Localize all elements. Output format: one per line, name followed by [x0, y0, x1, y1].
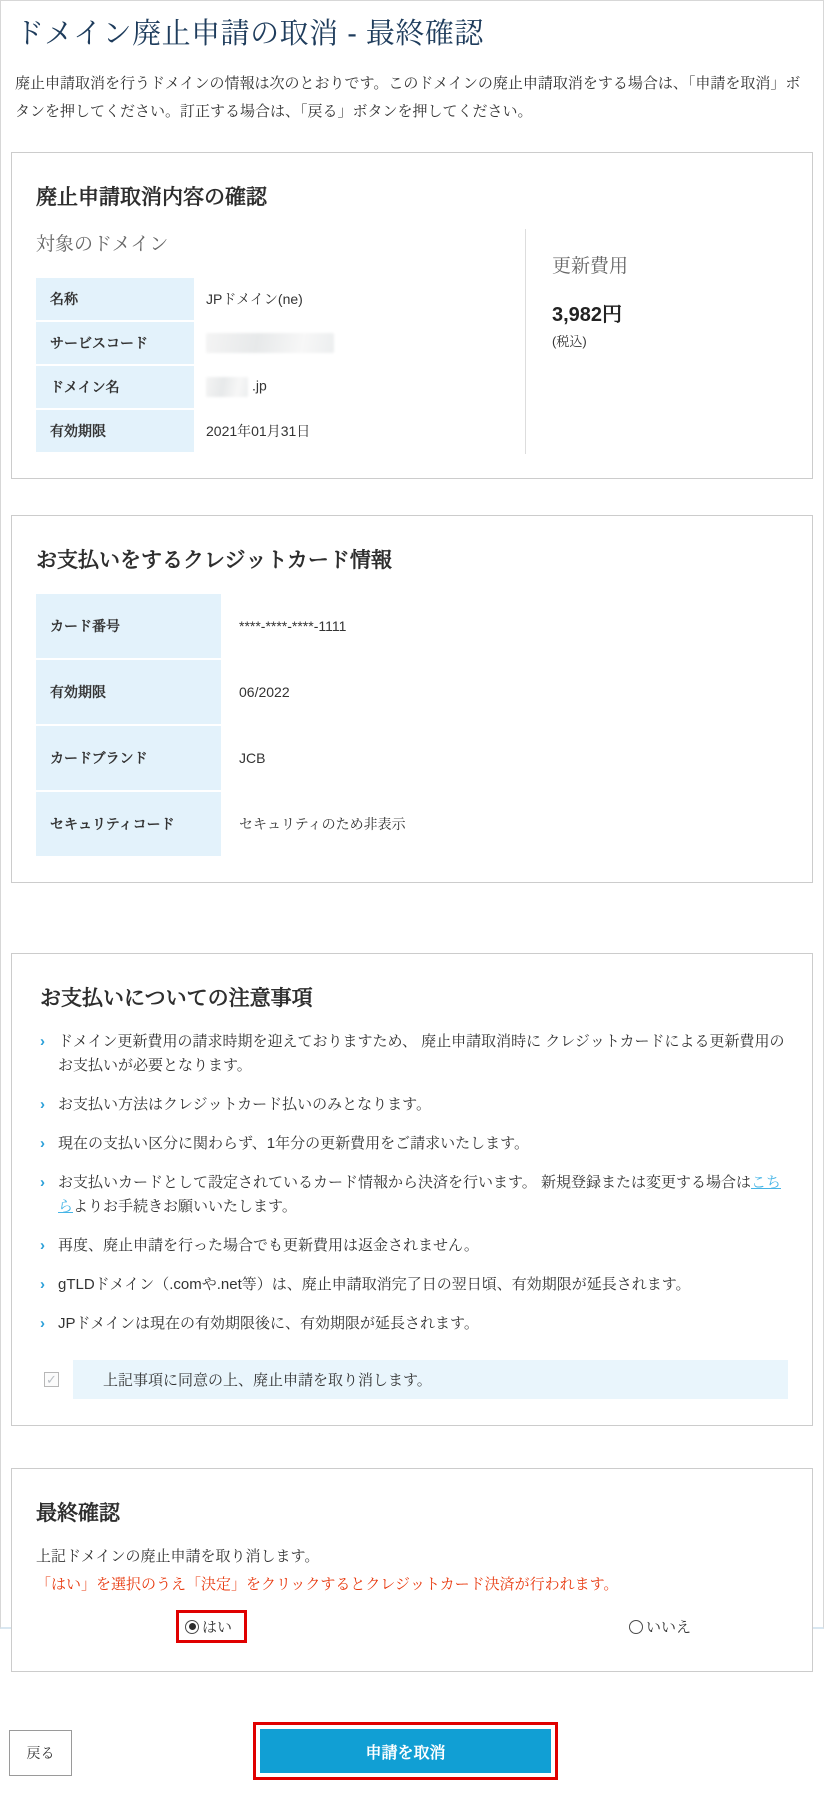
table-row [36, 322, 334, 364]
back-button[interactable]: 戻る [9, 1730, 72, 1776]
final-statement: 上記ドメインの廃止申請を取り消します。 [36, 1548, 320, 1566]
radio-yes[interactable] [185, 1616, 232, 1637]
note-text: よりお手続きお願いいたします。 [73, 1198, 297, 1216]
table-row [36, 792, 406, 856]
radio-group [36, 1610, 788, 1643]
agreement-checkbox[interactable] [44, 1372, 59, 1387]
table-row [36, 278, 334, 320]
final-warning-text: 「はい」を選択のうえ「決定」をクリックするとクレジットカード決済が行われます。 [36, 1576, 619, 1594]
row-label: カードブランド [36, 726, 221, 790]
row-label: 有効期限 [36, 410, 194, 452]
chevron-right-icon: › [40, 1032, 45, 1050]
list-item [40, 1132, 788, 1157]
radio-unselected-icon [629, 1620, 643, 1634]
chevron-right-icon: › [40, 1314, 45, 1332]
renewal-fee-label: 更新費用 [552, 255, 629, 277]
card-change-link[interactable]: こちら [58, 1173, 781, 1216]
notes-heading: お支払いについての注意事項 [40, 986, 313, 1010]
row-label: カード番号 [36, 594, 221, 658]
note-text: 再度、廃止申請を行った場合でも更新費用は返金されません。 [58, 1237, 479, 1254]
chevron-right-icon: › [40, 1096, 45, 1113]
footer-actions [1, 1708, 823, 1798]
row-value: JPドメイン(ne) [206, 290, 303, 307]
notes-list [40, 1030, 788, 1337]
note-text: gTLDドメイン（.comや.net等）は、廃止申請取消完了日の翌日頃、有効期限が延長されます。 [58, 1275, 691, 1293]
list-item [40, 1273, 788, 1298]
table-row [36, 366, 334, 408]
note-text: お支払いカードとして設定されているカード情報から決済を行います。 新規登録または変更する場合は [58, 1173, 751, 1191]
agreement-text-strip [73, 1360, 788, 1399]
list-item [40, 1030, 788, 1080]
row-value-masked [194, 366, 334, 408]
table-row [36, 660, 406, 724]
card-brand-value: JCB [239, 749, 266, 766]
row-value-masked [194, 322, 334, 364]
section-confirm [11, 152, 813, 479]
page-title: ドメイン廃止申請の取消 - 最終確認 [15, 18, 484, 50]
radio-yes-label: はい [202, 1619, 233, 1637]
cancel-request-submit-button[interactable]: 申請を取消 [260, 1729, 551, 1773]
card-info-table [36, 592, 406, 858]
note-text: ドメイン更新費用の請求時期を迎えておりますため、 廃止申請取消時に クレジットカードによる更新費用のお支払いが必要となります。 [58, 1032, 785, 1075]
check-icon: ✓ [46, 1372, 57, 1388]
table-row [36, 410, 334, 452]
chevron-right-icon: › [40, 1275, 45, 1293]
list-item [40, 1171, 788, 1221]
agreement-text: 上記事項に同意の上、廃止申請を取り消します。 [103, 1372, 432, 1390]
note-text: 現在の支払い区分に関わらず、1年分の更新費用をご請求いたします。 [58, 1134, 529, 1152]
redacted-value-box [206, 377, 248, 397]
section-final [11, 1468, 813, 1672]
target-domain-panel [36, 229, 525, 454]
domain-info-table [36, 276, 334, 454]
card-number-value: ****-****-****-1111 [239, 617, 347, 634]
renewal-fee-amount: 3,982円 [552, 303, 623, 326]
note-text: JPドメインは現在の有効期限後に、有効期限が延長されます。 [58, 1314, 479, 1332]
confirm-heading: 廃止申請取消内容の確認 [36, 185, 267, 209]
row-label: ドメイン名 [36, 366, 194, 408]
row-label: 名称 [36, 278, 194, 320]
table-row [36, 594, 406, 658]
redacted-value-box [206, 333, 334, 353]
row-label: サービスコード [36, 322, 194, 364]
chevron-right-icon: › [40, 1237, 45, 1254]
card-heading: お支払いをするクレジットカード情報 [36, 548, 392, 572]
radio-selected-icon [185, 1620, 199, 1634]
agreement-row [44, 1360, 788, 1399]
section-notes [11, 953, 813, 1427]
highlight-frame-yes [176, 1610, 247, 1643]
radio-no[interactable] [629, 1616, 691, 1637]
row-value: 2021年01月31日 [206, 422, 311, 439]
note-text: お支払い方法はクレジットカード払いのみとなります。 [58, 1096, 431, 1113]
section-card [11, 515, 813, 883]
final-heading: 最終確認 [36, 1502, 120, 1526]
security-code-value: セキュリティのため非表示 [239, 815, 406, 832]
tax-included-note: (税込) [552, 333, 587, 349]
chevron-right-icon: › [40, 1173, 45, 1191]
list-item [40, 1093, 788, 1118]
list-item [40, 1312, 788, 1337]
chevron-right-icon: › [40, 1134, 45, 1152]
row-label: 有効期限 [36, 660, 221, 724]
domain-suffix: .jp [252, 377, 267, 394]
row-label: セキュリティコード [36, 792, 221, 856]
card-expiry-value: 06/2022 [239, 683, 290, 700]
radio-no-label: いいえ [646, 1619, 692, 1637]
intro-text: 廃止申請取消を行うドメインの情報は次のとおりです。このドメインの廃止申請取消をする場合は、「申請を取消」ボタンを押してください。訂正する場合は、「戻る」ボタンを押してください。 [15, 75, 801, 120]
target-domain-label: 対象のドメイン [36, 233, 169, 255]
table-row [36, 726, 406, 790]
renewal-fee-panel [525, 229, 788, 454]
list-item [40, 1234, 788, 1259]
highlight-frame-submit [253, 1722, 558, 1780]
